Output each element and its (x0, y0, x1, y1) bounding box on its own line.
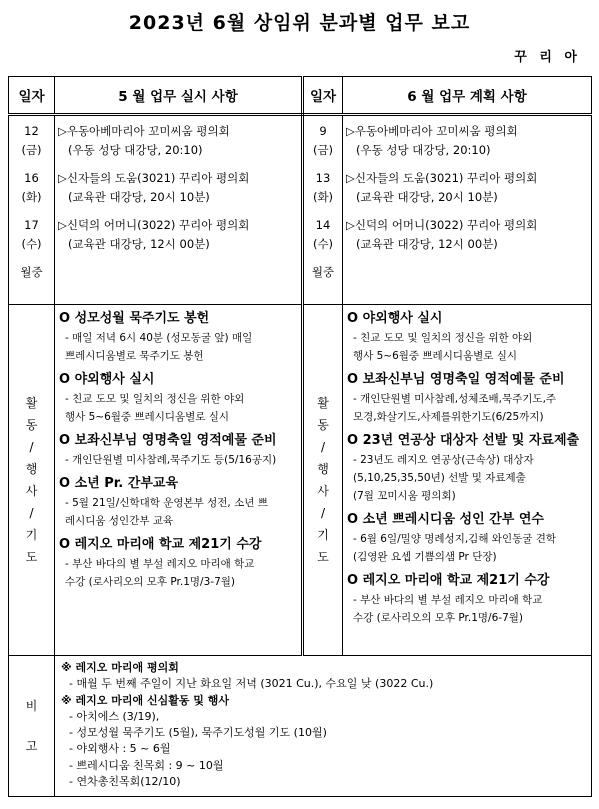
note-line: - 연차총친목회(12/10) (69, 775, 181, 789)
activity-item: O 야외행사 실시 - 친교 도모 및 일치의 정신을 위한 야외 행사 5~6월중 쁘레시디움별로 실시 (347, 311, 533, 362)
header-date: 일자 (9, 77, 55, 115)
june-dates: 9 (금) 13 (화) 14 (수) 월중 (303, 115, 343, 305)
schedule-item: ▷신자들의 도움(3021) 꾸리아 평의회 (교육관 대강당, 20시 10분) (346, 171, 538, 204)
schedule-item: ▷신덕의 어머니(3022) 꾸리아 평의회 (교육관 대강당, 12시 00분) (346, 218, 538, 251)
activity-item: O 레지오 마리애 학교 제21기 수강 - 부산 바다의 별 부설 레지오 마리애 학교 수강 (로사리오의 모후 Pr.1명/3-7월) (59, 537, 262, 588)
activity-item: O 소년 쁘레시디움 성인 간부 연수 - 6월 6일/밀양 명례성지,김해 와인동굴 견학 (김영완 요셉 기쁨의샘 Pr 단장) (347, 512, 557, 563)
activity-item: O 보좌신부님 영명축일 영적예물 준비 - 개인단원별 미사참례,묵주기도 등(5/16공지) (59, 433, 277, 466)
june-activities (343, 305, 592, 656)
activity-item: O 야외행사 실시 - 친교 도모 및 일치의 정신을 위한 야외 행사 5~6월중 쁘레시디움별로 실시 (59, 372, 245, 423)
note-line: - 아치에스 (3/19), (69, 709, 160, 723)
notes (55, 656, 592, 797)
schedule-item: ▷우동아베마리아 꼬미씨움 평의회 (우동 성당 대강당, 20:10) (346, 124, 518, 157)
may-monthly-label: 월중 (20, 265, 43, 279)
may-activities (55, 305, 303, 656)
header-june: 6 월 업무 계획 사항 (343, 77, 592, 115)
activity-item: O 레지오 마리애 학교 제21기 수강 - 부산 바다의 별 부설 레지오 마리애 학교 수강 (로사리오의 모후 Pr.1명/6-7월) (347, 573, 550, 624)
header-row (9, 77, 592, 115)
activity-item: O 소년 Pr. 간부교육 - 5월 21일/신학대학 운영본부 성전, 소년 쁘 레시디움 성인간부 교육 (59, 476, 268, 527)
page-title: 2023년 6월 상임위 분과별 업무 보고 (128, 12, 471, 34)
schedule-item: ▷신자들의 도움(3021) 꾸리아 평의회 (교육관 대강당, 20시 10분) (58, 171, 250, 204)
activity-item: O 보좌신부님 영명축일 영적예물 준비 - 개인단원별 미사참례,성체조배,묵주기도,주 모경,화살기도,사제를위한기도(6/25까지) (347, 372, 565, 423)
schedule-item: ▷우동아베마리아 꼬미씨움 평의회 (우동 성당 대강당, 20:10) (58, 124, 230, 157)
report-table (8, 76, 592, 797)
note-line: - 성모성월 묵주기도 (5월), 묵주기도성월 기도 (10월) (69, 726, 327, 740)
may-dates: 12 (금) 16 (화) 17 (수) 월중 (9, 115, 55, 305)
activity-label-2: 활 동 / 행 사 / 기 도 (303, 305, 343, 656)
organization-name: 꾸 리 아 (514, 50, 581, 65)
note-row (9, 656, 592, 797)
note-line: - 야외행사 : 5 ~ 6월 (69, 742, 171, 756)
header-may: 5 월 업무 실시 사항 (55, 77, 303, 115)
activity-item: O 23년 연공상 대상자 선발 및 자료제출 - 23년도 레지오 연공상(근속상) 대상자 (5,10,25,35,50년) 선발 및 자료제출 (7월 꼬미시움 평의회) (347, 433, 580, 502)
note-label: 비 고 (9, 656, 55, 797)
activity-row (9, 305, 592, 656)
header-date-2: 일자 (303, 77, 343, 115)
schedule-row (9, 115, 592, 305)
schedule-item: ▷신덕의 어머니(3022) 꾸리아 평의회 (교육관 대강당, 12시 00분) (58, 218, 250, 251)
june-monthly-label: 월중 (311, 265, 335, 279)
june-schedule (343, 115, 592, 305)
note-heading: ※ 레지오 마리애 신심활동 및 행사 (61, 693, 229, 707)
note-line: - 쁘레시디움 친목회 : 9 ~ 10월 (69, 758, 224, 772)
activity-item: O 성모성월 묵주기도 봉헌 - 매일 저녁 6시 40분 (성모동굴 앞) 매일 쁘레시디움별로 묵주기도 봉헌 (59, 311, 253, 362)
note-heading: ※ 레지오 마리애 평의회 (61, 661, 179, 674)
may-schedule (55, 115, 303, 305)
activity-label: 활 동 / 행 사 / 기 도 (9, 305, 55, 656)
note-line: - 매월 두 번째 주일이 지난 화요일 저녁 (3021 Cu.), 수요일 낮 (3022 Cu.) (69, 677, 434, 691)
